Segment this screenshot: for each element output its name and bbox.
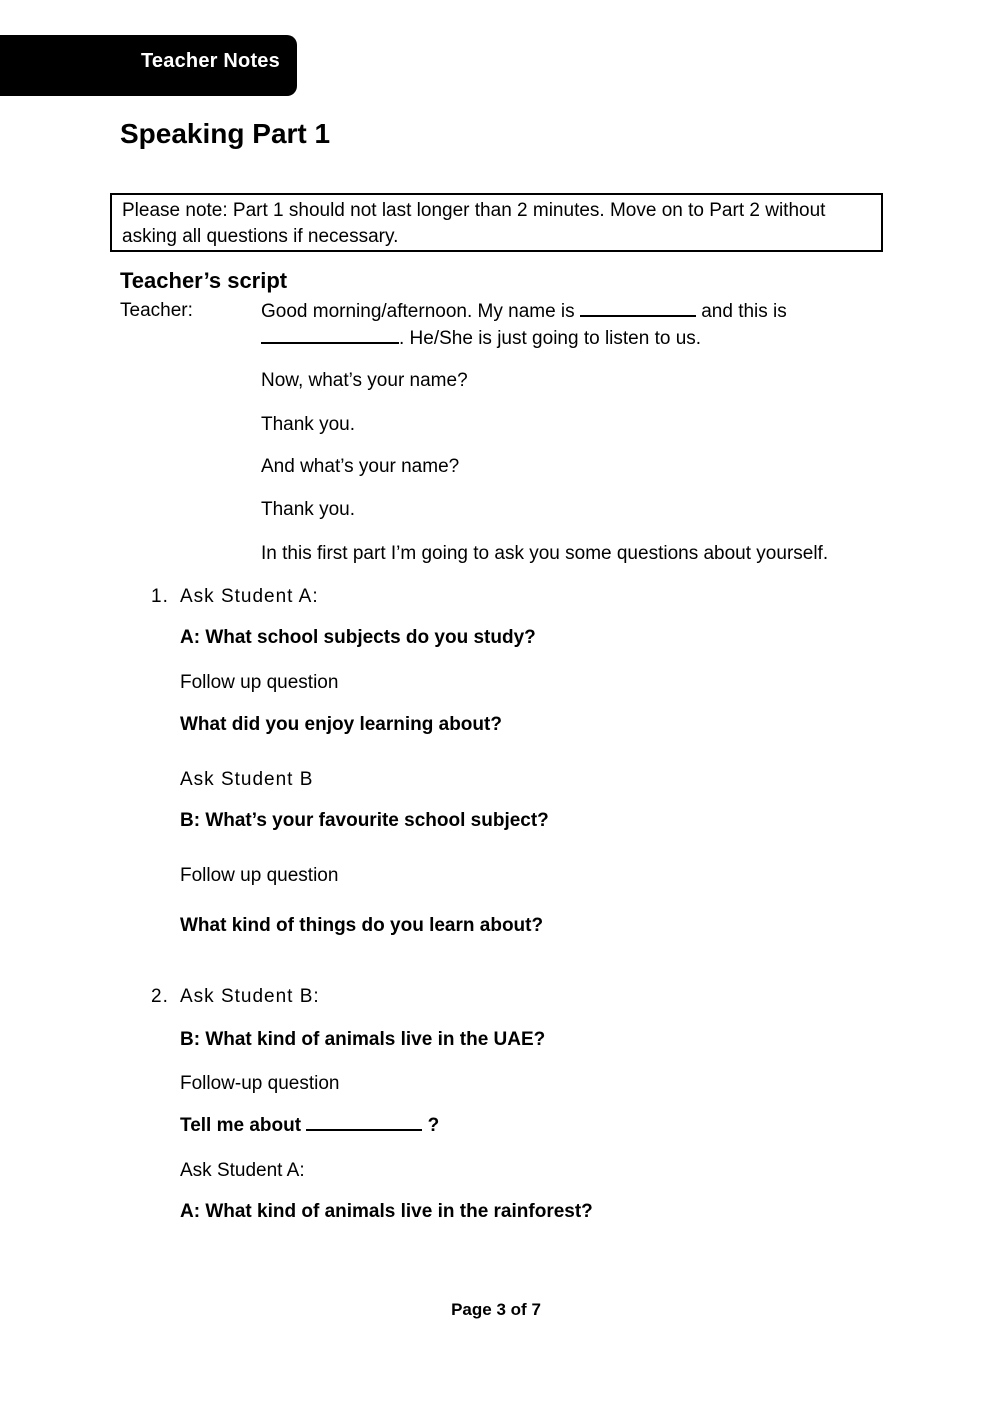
item-number-1: 1. xyxy=(151,586,169,607)
ask-student-a: Ask Student A: xyxy=(180,1160,305,1181)
tell-me-text: Tell me about xyxy=(180,1115,302,1136)
script-line-1 xyxy=(261,297,787,325)
ask-student-a: Ask Student A: xyxy=(180,586,319,607)
script-line-2 xyxy=(261,324,701,352)
page-title: Speaking Part 1 xyxy=(120,118,331,149)
item-number-2: 2. xyxy=(151,986,169,1007)
ask-student-b: Ask Student B xyxy=(180,769,314,790)
note-box: Please note: Part 1 should not last longer than 2 minutes. Move on to Part 2 without asking all questions if necessary. xyxy=(110,193,883,252)
observer-blank xyxy=(261,324,399,344)
script-line: Thank you. xyxy=(261,499,355,520)
follow-up-label: Follow-up question xyxy=(180,1073,340,1094)
follow-up-question: What did you enjoy learning about? xyxy=(180,714,502,735)
speaker-label: Teacher: xyxy=(120,300,193,321)
name-blank xyxy=(580,297,696,317)
of-word: of xyxy=(510,1300,527,1319)
question-a: A: What school subjects do you study? xyxy=(180,627,536,648)
page-number xyxy=(0,1300,992,1320)
greeting-text: Good morning/afternoon. My name is xyxy=(261,301,575,322)
follow-up-question xyxy=(180,1111,439,1139)
teacher-notes-tab: Teacher Notes xyxy=(0,35,297,96)
and-this-is-text: and this is xyxy=(701,301,787,322)
script-line: And what’s your name? xyxy=(261,456,460,477)
question-b: B: What kind of animals live in the UAE? xyxy=(180,1029,546,1050)
ask-student-b: Ask Student B: xyxy=(180,986,320,1007)
question-a: A: What kind of animals live in the rainforest? xyxy=(180,1201,593,1222)
script-line: Now, what’s your name? xyxy=(261,370,468,391)
question-b: B: What’s your favourite school subject? xyxy=(180,810,549,831)
total-pages: 7 xyxy=(531,1300,541,1319)
follow-up-question: What kind of things do you learn about? xyxy=(180,915,544,936)
listen-text: . He/She is just going to listen to us. xyxy=(399,328,702,349)
question-mark: ? xyxy=(427,1115,440,1136)
current-page: 3 xyxy=(496,1300,506,1319)
script-line: Thank you. xyxy=(261,414,355,435)
follow-up-label: Follow up question xyxy=(180,672,339,693)
page-word: Page xyxy=(451,1300,492,1319)
script-line: In this first part I’m going to ask you some questions about yourself. xyxy=(261,543,829,564)
animal-blank xyxy=(306,1111,422,1131)
follow-up-label: Follow up question xyxy=(180,865,339,886)
script-heading: Teacher’s script xyxy=(120,268,288,293)
